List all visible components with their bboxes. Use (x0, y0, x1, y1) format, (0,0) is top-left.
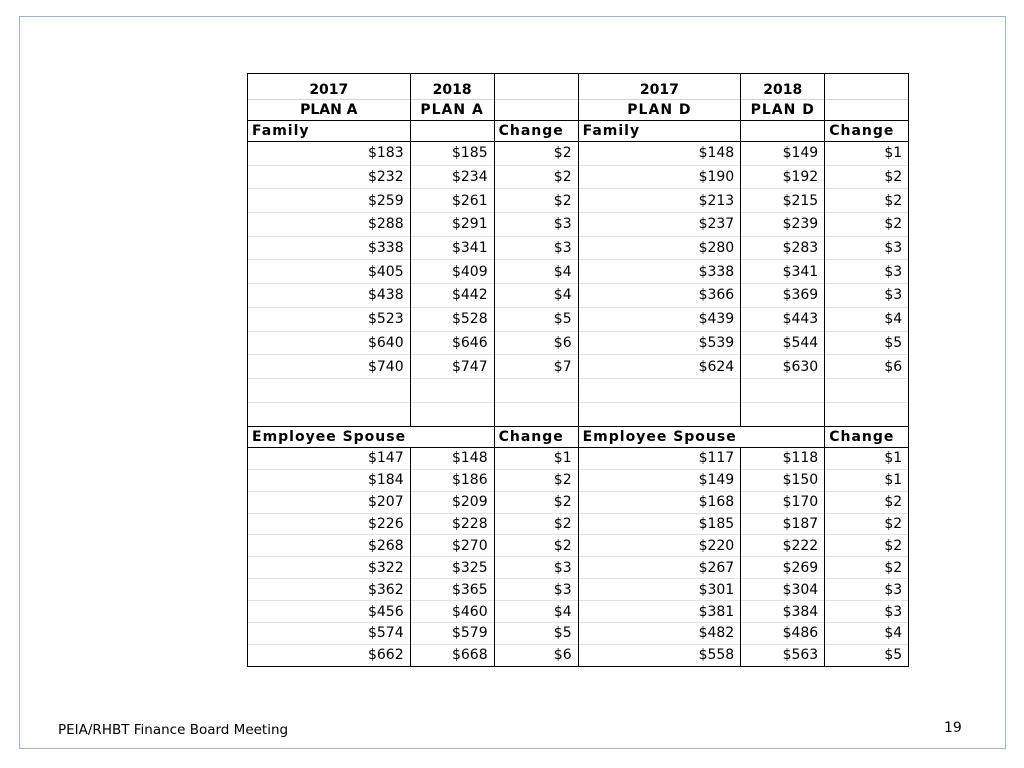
rate-cell: $304 (741, 579, 825, 601)
rate-cell: $228 (410, 513, 494, 535)
label-cell (741, 121, 825, 142)
blank-cell (741, 402, 825, 426)
rate-cell: $267 (578, 557, 741, 579)
year-header-row (248, 74, 909, 100)
header-cell (825, 74, 909, 100)
rate-cell: $438 (248, 284, 411, 308)
rate-cell: $213 (578, 189, 741, 213)
rate-cell: $4 (825, 307, 909, 331)
rate-cell: $544 (741, 331, 825, 355)
rate-cell: $4 (494, 284, 578, 308)
rate-cell: $2 (825, 557, 909, 579)
rate-cell: $747 (410, 355, 494, 379)
rate-cell: $301 (578, 579, 741, 601)
rate-cell: $338 (578, 260, 741, 284)
header-cell (494, 74, 578, 100)
rate-cell: $3 (494, 579, 578, 601)
rate-cell: $185 (410, 142, 494, 166)
rate-cell: $624 (578, 355, 741, 379)
header-cell: PLAN D (741, 100, 825, 121)
rate-cell: $270 (410, 535, 494, 557)
table-row (248, 491, 909, 513)
rate-cell: $1 (825, 469, 909, 491)
rate-cell: $280 (578, 236, 741, 260)
rate-cell: $528 (410, 307, 494, 331)
rate-cell: $366 (578, 284, 741, 308)
rate-cell: $3 (494, 213, 578, 237)
blank-row (248, 378, 909, 402)
rate-cell: $283 (741, 236, 825, 260)
label-cell-spacer (410, 426, 494, 447)
header-cell: 2017 (248, 74, 411, 100)
rate-cell: $183 (248, 142, 411, 166)
rate-cell: $369 (741, 284, 825, 308)
rate-cell: $149 (741, 142, 825, 166)
rate-cell: $1 (494, 447, 578, 469)
rate-cell: $149 (578, 469, 741, 491)
blank-cell (494, 402, 578, 426)
rate-cell: $558 (578, 644, 741, 666)
rate-cell: $6 (825, 355, 909, 379)
rate-cell: $150 (741, 469, 825, 491)
rate-cell: $4 (825, 623, 909, 645)
header-cell: PLAN D (578, 100, 741, 121)
rate-cell: $4 (494, 601, 578, 623)
rate-cell: $7 (494, 355, 578, 379)
table-row (248, 601, 909, 623)
rate-cell: $563 (741, 644, 825, 666)
rate-cell: $574 (248, 623, 411, 645)
label-cell: Employee Spouse (248, 426, 411, 447)
rate-cell: $237 (578, 213, 741, 237)
rate-cell: $640 (248, 331, 411, 355)
blank-cell (825, 378, 909, 402)
rate-cell: $269 (741, 557, 825, 579)
rate-cell: $384 (741, 601, 825, 623)
header-cell: 2018 (741, 74, 825, 100)
rate-cell: $2 (494, 142, 578, 166)
rate-cell: $365 (410, 579, 494, 601)
rate-cell: $184 (248, 469, 411, 491)
rate-cell: $261 (410, 189, 494, 213)
rate-cell: $3 (494, 236, 578, 260)
blank-cell (410, 402, 494, 426)
rate-cell: $6 (494, 331, 578, 355)
label-cell (410, 121, 494, 142)
rate-cell: $630 (741, 355, 825, 379)
rate-cell: $5 (494, 307, 578, 331)
rate-cell: $405 (248, 260, 411, 284)
table-row (248, 469, 909, 491)
rate-cell: $539 (578, 331, 741, 355)
table-row (248, 447, 909, 469)
rate-cell: $148 (578, 142, 741, 166)
table-row (248, 513, 909, 535)
rate-cell: $232 (248, 165, 411, 189)
table-row (248, 644, 909, 666)
blank-row (248, 402, 909, 426)
rate-cell: $3 (825, 236, 909, 260)
label-cell-spacer (741, 426, 825, 447)
rate-cell: $259 (248, 189, 411, 213)
table-row (248, 331, 909, 355)
rate-cell: $322 (248, 557, 411, 579)
rate-cell: $443 (741, 307, 825, 331)
employee-spouse-rows (248, 447, 909, 666)
rate-cell: $118 (741, 447, 825, 469)
family-label-row (248, 121, 909, 142)
rate-cell: $222 (741, 535, 825, 557)
rate-cell: $2 (494, 469, 578, 491)
rate-cell: $170 (741, 491, 825, 513)
header-cell: PLAN A (248, 100, 411, 121)
rate-cell: $341 (410, 236, 494, 260)
rate-cell: $2 (494, 513, 578, 535)
rate-cell: $185 (578, 513, 741, 535)
table-row (248, 535, 909, 557)
table-row (248, 284, 909, 308)
rate-cell: $362 (248, 579, 411, 601)
rate-cell: $5 (825, 331, 909, 355)
rate-cell: $220 (578, 535, 741, 557)
header-cell: 2018 (410, 74, 494, 100)
rate-cell: $207 (248, 491, 411, 513)
blank-cell (741, 378, 825, 402)
blank-cell (578, 402, 741, 426)
blank-cell (494, 378, 578, 402)
rate-cell: $646 (410, 331, 494, 355)
page-number: 19 (944, 720, 962, 736)
rate-cell: $460 (410, 601, 494, 623)
rate-cell: $2 (494, 491, 578, 513)
table-row (248, 189, 909, 213)
rate-cell: $2 (494, 535, 578, 557)
rate-cell: $168 (578, 491, 741, 513)
rate-cell: $662 (248, 644, 411, 666)
rate-cell: $3 (825, 579, 909, 601)
rate-cell: $456 (248, 601, 411, 623)
footer-title: PEIA/RHBT Finance Board Meeting (58, 722, 289, 738)
header-cell: PLAN A (410, 100, 494, 121)
blank-cell (248, 378, 411, 402)
blank-cell (410, 378, 494, 402)
rate-cell: $209 (410, 491, 494, 513)
rate-cell: $268 (248, 535, 411, 557)
label-cell: Family (578, 121, 741, 142)
table-row (248, 142, 909, 166)
rate-cell: $668 (410, 644, 494, 666)
blank-cell (248, 402, 411, 426)
rate-cell: $239 (741, 213, 825, 237)
rate-cell: $2 (825, 165, 909, 189)
rate-cell: $3 (494, 557, 578, 579)
rate-cell: $291 (410, 213, 494, 237)
label-cell: Change (825, 426, 909, 447)
rate-cell: $579 (410, 623, 494, 645)
rate-cell: $147 (248, 447, 411, 469)
rate-cell: $187 (741, 513, 825, 535)
rate-cell: $2 (825, 535, 909, 557)
rate-cell: $234 (410, 165, 494, 189)
rate-cell: $325 (410, 557, 494, 579)
rate-cell: $482 (578, 623, 741, 645)
table-row (248, 165, 909, 189)
table-row (248, 355, 909, 379)
label-cell: Change (494, 121, 578, 142)
table-row (248, 260, 909, 284)
label-cell: Change (825, 121, 909, 142)
rate-cell: $3 (825, 260, 909, 284)
rate-cell: $192 (741, 165, 825, 189)
rate-cell: $2 (825, 491, 909, 513)
table-row (248, 213, 909, 237)
family-rows (248, 142, 909, 379)
header-cell: 2017 (578, 74, 741, 100)
rate-cell: $740 (248, 355, 411, 379)
rate-cell: $2 (494, 165, 578, 189)
table-row (248, 579, 909, 601)
rate-cell: $190 (578, 165, 741, 189)
rate-cell: $442 (410, 284, 494, 308)
rate-cell: $117 (578, 447, 741, 469)
rate-cell: $486 (741, 623, 825, 645)
rate-cell: $3 (825, 284, 909, 308)
label-cell: Employee Spouse (578, 426, 741, 447)
rate-cell: $288 (248, 213, 411, 237)
rate-cell: $215 (741, 189, 825, 213)
table-row (248, 557, 909, 579)
premium-rate-table (247, 73, 909, 667)
rate-cell: $5 (494, 623, 578, 645)
label-cell: Change (494, 426, 578, 447)
rate-cell: $186 (410, 469, 494, 491)
table-row (248, 236, 909, 260)
rate-cell: $1 (825, 142, 909, 166)
table-row (248, 307, 909, 331)
rate-cell: $2 (825, 213, 909, 237)
rate-cell: $2 (825, 189, 909, 213)
blank-cell (578, 378, 741, 402)
rate-cell: $2 (494, 189, 578, 213)
rate-cell: $341 (741, 260, 825, 284)
blank-cell (825, 402, 909, 426)
rate-cell: $381 (578, 601, 741, 623)
rate-cell: $6 (494, 644, 578, 666)
rate-cell: $5 (825, 644, 909, 666)
table-row (248, 623, 909, 645)
rate-cell: $2 (825, 513, 909, 535)
rate-cell: $1 (825, 447, 909, 469)
rate-cell: $3 (825, 601, 909, 623)
header-cell (494, 100, 578, 121)
rate-cell: $338 (248, 236, 411, 260)
rate-cell: $409 (410, 260, 494, 284)
employee-spouse-label-row (248, 426, 909, 447)
plan-header-row (248, 100, 909, 121)
rate-cell: $148 (410, 447, 494, 469)
rate-cell: $439 (578, 307, 741, 331)
label-cell: Family (248, 121, 411, 142)
rate-cell: $226 (248, 513, 411, 535)
rate-cell: $4 (494, 260, 578, 284)
rate-cell: $523 (248, 307, 411, 331)
header-cell (825, 100, 909, 121)
